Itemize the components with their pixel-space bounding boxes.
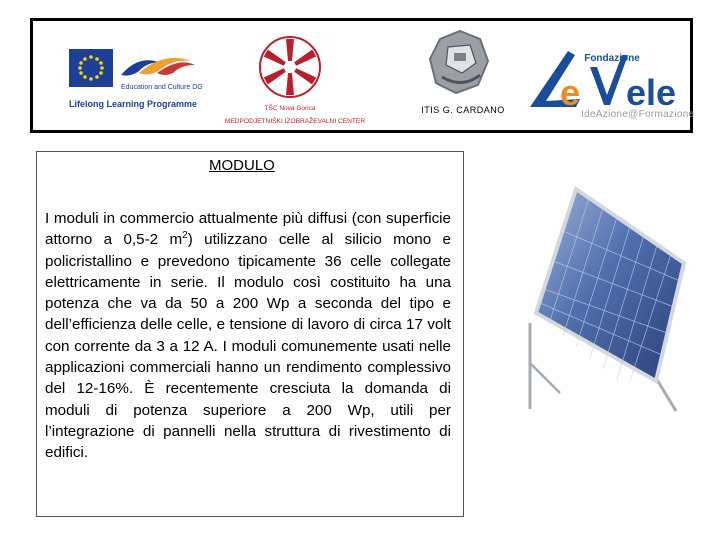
paragraph-text-part2: ) utilizzano celle al silicio mono e policristallino e prevedono tipicamente 36 celle collegate elettricamente in serie. Il modulo così costituito ha una potenza che va da 50 a 200 Wp a seconda del tipo e dell’efficienza delle celle, e tensione di lavoro di circa 17 volt con corrente da 3 a 12 A. I moduli comunemente usati nelle applicazioni commerciali hanno un rendimento complessivo del 12-16%. È recentemente cresciuta la domanda di moduli di potenza superiore a 200 Wp, utili per l’integrazione di pannelli nella struttura di rivestimento di edifici.: [45, 231, 451, 462]
tsc-name-text: TŠC Nova Gorica: [264, 105, 316, 112]
tsc-nova-gorica-logo: [219, 31, 371, 129]
eu-dg-text: Education and Culture DG: [121, 84, 203, 91]
tsc-center-text: MEDPODJETNIŠKI IZOBRAŽEVALNI CENTER: [224, 118, 366, 125]
text-box: [36, 151, 464, 517]
itis-cardano-logo: [418, 29, 508, 113]
levele-subtitle: IdeAzione@Formazione: [581, 109, 695, 120]
page-title: MODULO: [209, 157, 275, 174]
solar-panel-icon: [516, 183, 686, 415]
panel-surface: [536, 189, 684, 381]
eu-programme-text: Lifelong Learning Programme: [69, 99, 198, 109]
superscript: 2: [182, 230, 188, 242]
fondazione-text: Fondazione: [584, 53, 640, 64]
paragraph-text-part1: I moduli in commercio attualmente più diffusi (con superficie attorno a 0,5-2 m: [45, 210, 451, 249]
eu-lifelong-learning-logo: [69, 49, 219, 114]
itis-label: ITIS G. CARDANO: [421, 105, 505, 115]
panel-leg-right: [656, 378, 676, 411]
eu-flag-icon: [69, 49, 113, 87]
body-paragraph: [45, 208, 451, 464]
tsc-emblem-icon: [260, 37, 320, 97]
levele-ele-text: ele: [626, 72, 677, 113]
levele-e-letter: e: [560, 72, 581, 113]
logo-banner: [30, 18, 693, 133]
